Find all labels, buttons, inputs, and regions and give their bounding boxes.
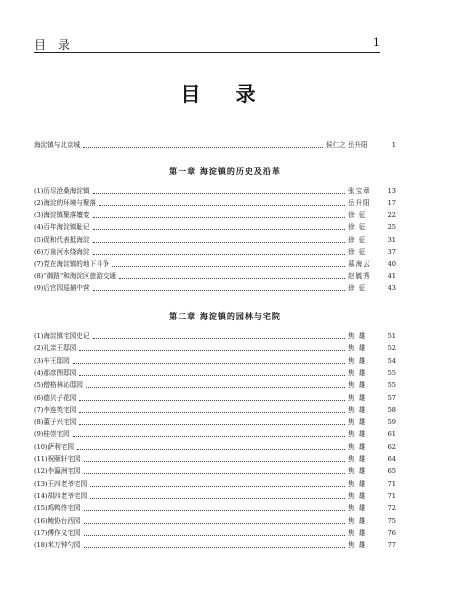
entry-author: 焦 雄: [348, 504, 367, 513]
entry-page: 72: [387, 504, 396, 513]
toc-entry[interactable]: [34, 343, 396, 354]
dot-leader: [77, 449, 345, 450]
entry-title: (12)李瀛洲宅园: [34, 467, 81, 476]
entry-author: 侯仁之 岳升阳: [326, 141, 368, 149]
toc-entry[interactable]: [34, 283, 396, 294]
toc-entry[interactable]: [34, 442, 396, 453]
entry-author: 焦 雄: [348, 344, 367, 353]
entry-author: 岳升阳: [348, 199, 371, 208]
entry-page: 64: [387, 455, 396, 463]
entry-title: (5)僧格林沁邸园: [34, 381, 83, 390]
entry-page: 1: [391, 141, 396, 149]
entry-author: 焦 雄: [348, 467, 367, 476]
chapter-heading-1: 第一章 海淀镇的历史及沿革: [169, 166, 281, 176]
dot-leader: [84, 473, 345, 474]
toc-entry[interactable]: [34, 405, 396, 416]
entry-page: 65: [387, 467, 396, 476]
entry-page: 76: [387, 528, 396, 537]
entry-page: 17: [387, 199, 396, 208]
dot-leader: [73, 436, 345, 437]
entry-title: (3)海淀镇聚落嬗变: [34, 211, 90, 220]
toc-entry[interactable]: [34, 368, 396, 379]
toc-entry[interactable]: [34, 186, 396, 197]
entry-title: (4)那彦图邸园: [34, 368, 77, 377]
dot-leader: [84, 547, 345, 548]
entry-page: 71: [387, 491, 396, 500]
dot-leader: [84, 523, 345, 524]
chapter-heading-2: 第二章 海淀镇的园林与宅院: [169, 311, 281, 321]
entry-author: 焦 雄: [348, 528, 367, 537]
page-title: 目 录: [180, 82, 270, 106]
entry-title: (5)促和代表抵海淀: [34, 235, 90, 244]
dot-leader: [90, 498, 345, 499]
entry-title: (16)鲍协台西园: [34, 516, 81, 525]
entry-title: (8)董子兴宅园: [34, 418, 77, 427]
entry-author: 焦 雄: [348, 418, 367, 427]
dot-leader: [93, 254, 346, 255]
entry-title: (2)海淀的环境与聚落: [34, 199, 97, 208]
dot-leader: [93, 290, 346, 291]
entry-title: (1)历尽沧桑海淀镇: [34, 187, 90, 195]
entry-title: (17)傅作义宅园: [34, 528, 81, 537]
entry-author: 焦 雄: [348, 491, 367, 500]
entry-page: 51: [387, 332, 396, 340]
toc-entry[interactable]: [34, 503, 396, 514]
header-rule: [34, 52, 380, 53]
entry-author: 焦 雄: [348, 405, 367, 414]
dot-leader: [86, 387, 345, 388]
entry-title: (1)海淀镇宅园史记: [34, 332, 90, 340]
entry-author: 焦 雄: [348, 368, 367, 377]
toc-entry[interactable]: [34, 528, 396, 539]
entry-page: 58: [387, 405, 396, 414]
toc-entry[interactable]: [34, 479, 396, 490]
entry-page: 54: [387, 356, 396, 365]
entry-author: 徐 征: [348, 247, 367, 256]
entry-page: 55: [387, 368, 396, 377]
entry-page: 25: [387, 223, 396, 232]
entry-title: (11)祝颐轩宅园: [34, 455, 81, 463]
dot-leader: [112, 266, 345, 267]
entry-page: 75: [387, 516, 396, 525]
dot-leader: [93, 242, 346, 243]
entry-page: 41: [387, 272, 396, 281]
entry-author: 焦 雄: [348, 442, 367, 451]
dot-leader: [79, 412, 345, 413]
entry-page: 62: [387, 442, 396, 451]
dot-leader: [84, 461, 345, 462]
entry-title: (9)后官园巡捕中营: [34, 284, 90, 293]
toc-entry[interactable]: [34, 393, 396, 404]
dot-leader: [79, 424, 345, 425]
running-head-title: 目 录: [34, 38, 74, 52]
entry-author: 焦 雄: [348, 430, 367, 439]
toc-entry[interactable]: [34, 516, 396, 527]
entry-page: 43: [387, 284, 396, 293]
toc-entry[interactable]: [34, 454, 396, 465]
running-head: [34, 36, 380, 52]
toc-entry[interactable]: [34, 247, 396, 258]
toc-entry-intro[interactable]: [34, 140, 396, 151]
entry-title: (10)萨利宅园: [34, 442, 74, 451]
toc-entry[interactable]: [34, 222, 396, 233]
entry-page: 61: [387, 430, 396, 439]
toc-entry[interactable]: [34, 210, 396, 221]
entry-title: (13)王四老爷宅园: [34, 479, 88, 488]
entry-title: (8)“御路”和海淀区旅游交通: [34, 272, 117, 281]
entry-author: 徐 征: [348, 211, 367, 220]
dot-leader: [93, 229, 346, 230]
entry-title: (7)李连英宅园: [34, 405, 77, 414]
dot-leader: [73, 363, 345, 364]
entry-author: 徐 征: [348, 235, 367, 244]
entry-author: 焦 雄: [348, 332, 367, 340]
entry-title: (4)百年海淀镇耻记: [34, 223, 90, 232]
entry-page: 37: [387, 247, 396, 256]
toc-entry[interactable]: [34, 259, 396, 270]
entry-author: 徐 征: [348, 223, 367, 232]
dot-leader: [119, 278, 345, 279]
entry-title: (3)车王邸园: [34, 356, 70, 365]
toc-entry[interactable]: [34, 198, 396, 209]
toc-entry[interactable]: [34, 466, 396, 477]
entry-author: 徐 征: [348, 284, 367, 293]
entry-author: 赵毓秀: [348, 272, 371, 281]
entry-author: 焦 雄: [348, 455, 367, 463]
toc-entry[interactable]: [34, 491, 396, 502]
entry-page: 55: [387, 381, 396, 390]
toc-entry[interactable]: [34, 417, 396, 428]
page-number: 1: [373, 36, 380, 49]
entry-title: (2)礼亲王邸园: [34, 344, 77, 353]
toc-entry[interactable]: [34, 271, 396, 282]
entry-page: 57: [387, 393, 396, 402]
entry-page: 40: [387, 259, 396, 268]
entry-page: 71: [387, 479, 396, 488]
entry-page: 13: [387, 187, 396, 195]
entry-author: 焦 雄: [348, 541, 367, 550]
dot-leader: [93, 193, 346, 194]
toc-entry[interactable]: [34, 235, 396, 246]
entry-title: (15)鸡鸭佟宅园: [34, 504, 81, 513]
toc-entry[interactable]: [34, 331, 396, 342]
dot-leader: [93, 338, 346, 339]
dot-leader: [90, 486, 345, 487]
entry-author: 焦 雄: [348, 479, 367, 488]
entry-title: 海淀镇与北京城: [34, 141, 81, 149]
toc-entry[interactable]: [34, 380, 396, 391]
entry-page: 77: [387, 541, 396, 550]
entry-page: 59: [387, 418, 396, 427]
toc-entry[interactable]: [34, 429, 396, 440]
entry-title: (6)万泉河水绕海淀: [34, 247, 90, 256]
dot-leader: [79, 375, 345, 376]
entry-title: (14)胡四老爷宅园: [34, 491, 88, 500]
entry-title: (18)米万钟勺园: [34, 541, 81, 550]
dot-leader: [99, 205, 345, 206]
dot-leader: [84, 535, 345, 536]
entry-author: 焦 雄: [348, 393, 367, 402]
dot-leader: [83, 147, 323, 148]
entry-page: 22: [387, 211, 396, 220]
entry-title: (9)桂崇宅园: [34, 430, 70, 439]
dot-leader: [84, 510, 345, 511]
entry-author: 焦 雄: [348, 516, 367, 525]
entry-author: 慕海云: [348, 259, 371, 268]
entry-author: 焦 雄: [348, 381, 367, 390]
entry-page: 52: [387, 344, 396, 353]
dot-leader: [79, 400, 345, 401]
toc-entry[interactable]: [34, 356, 396, 367]
dot-leader: [93, 217, 346, 218]
toc-entry[interactable]: [34, 540, 396, 551]
entry-page: 31: [387, 235, 396, 244]
entry-title: (7)党在海淀镇的地下斗争: [34, 259, 110, 268]
entry-title: (6)德贝子花园: [34, 393, 77, 402]
dot-leader: [79, 350, 345, 351]
entry-author: 焦 雄: [348, 356, 367, 365]
entry-author: 张宝章: [348, 187, 371, 195]
